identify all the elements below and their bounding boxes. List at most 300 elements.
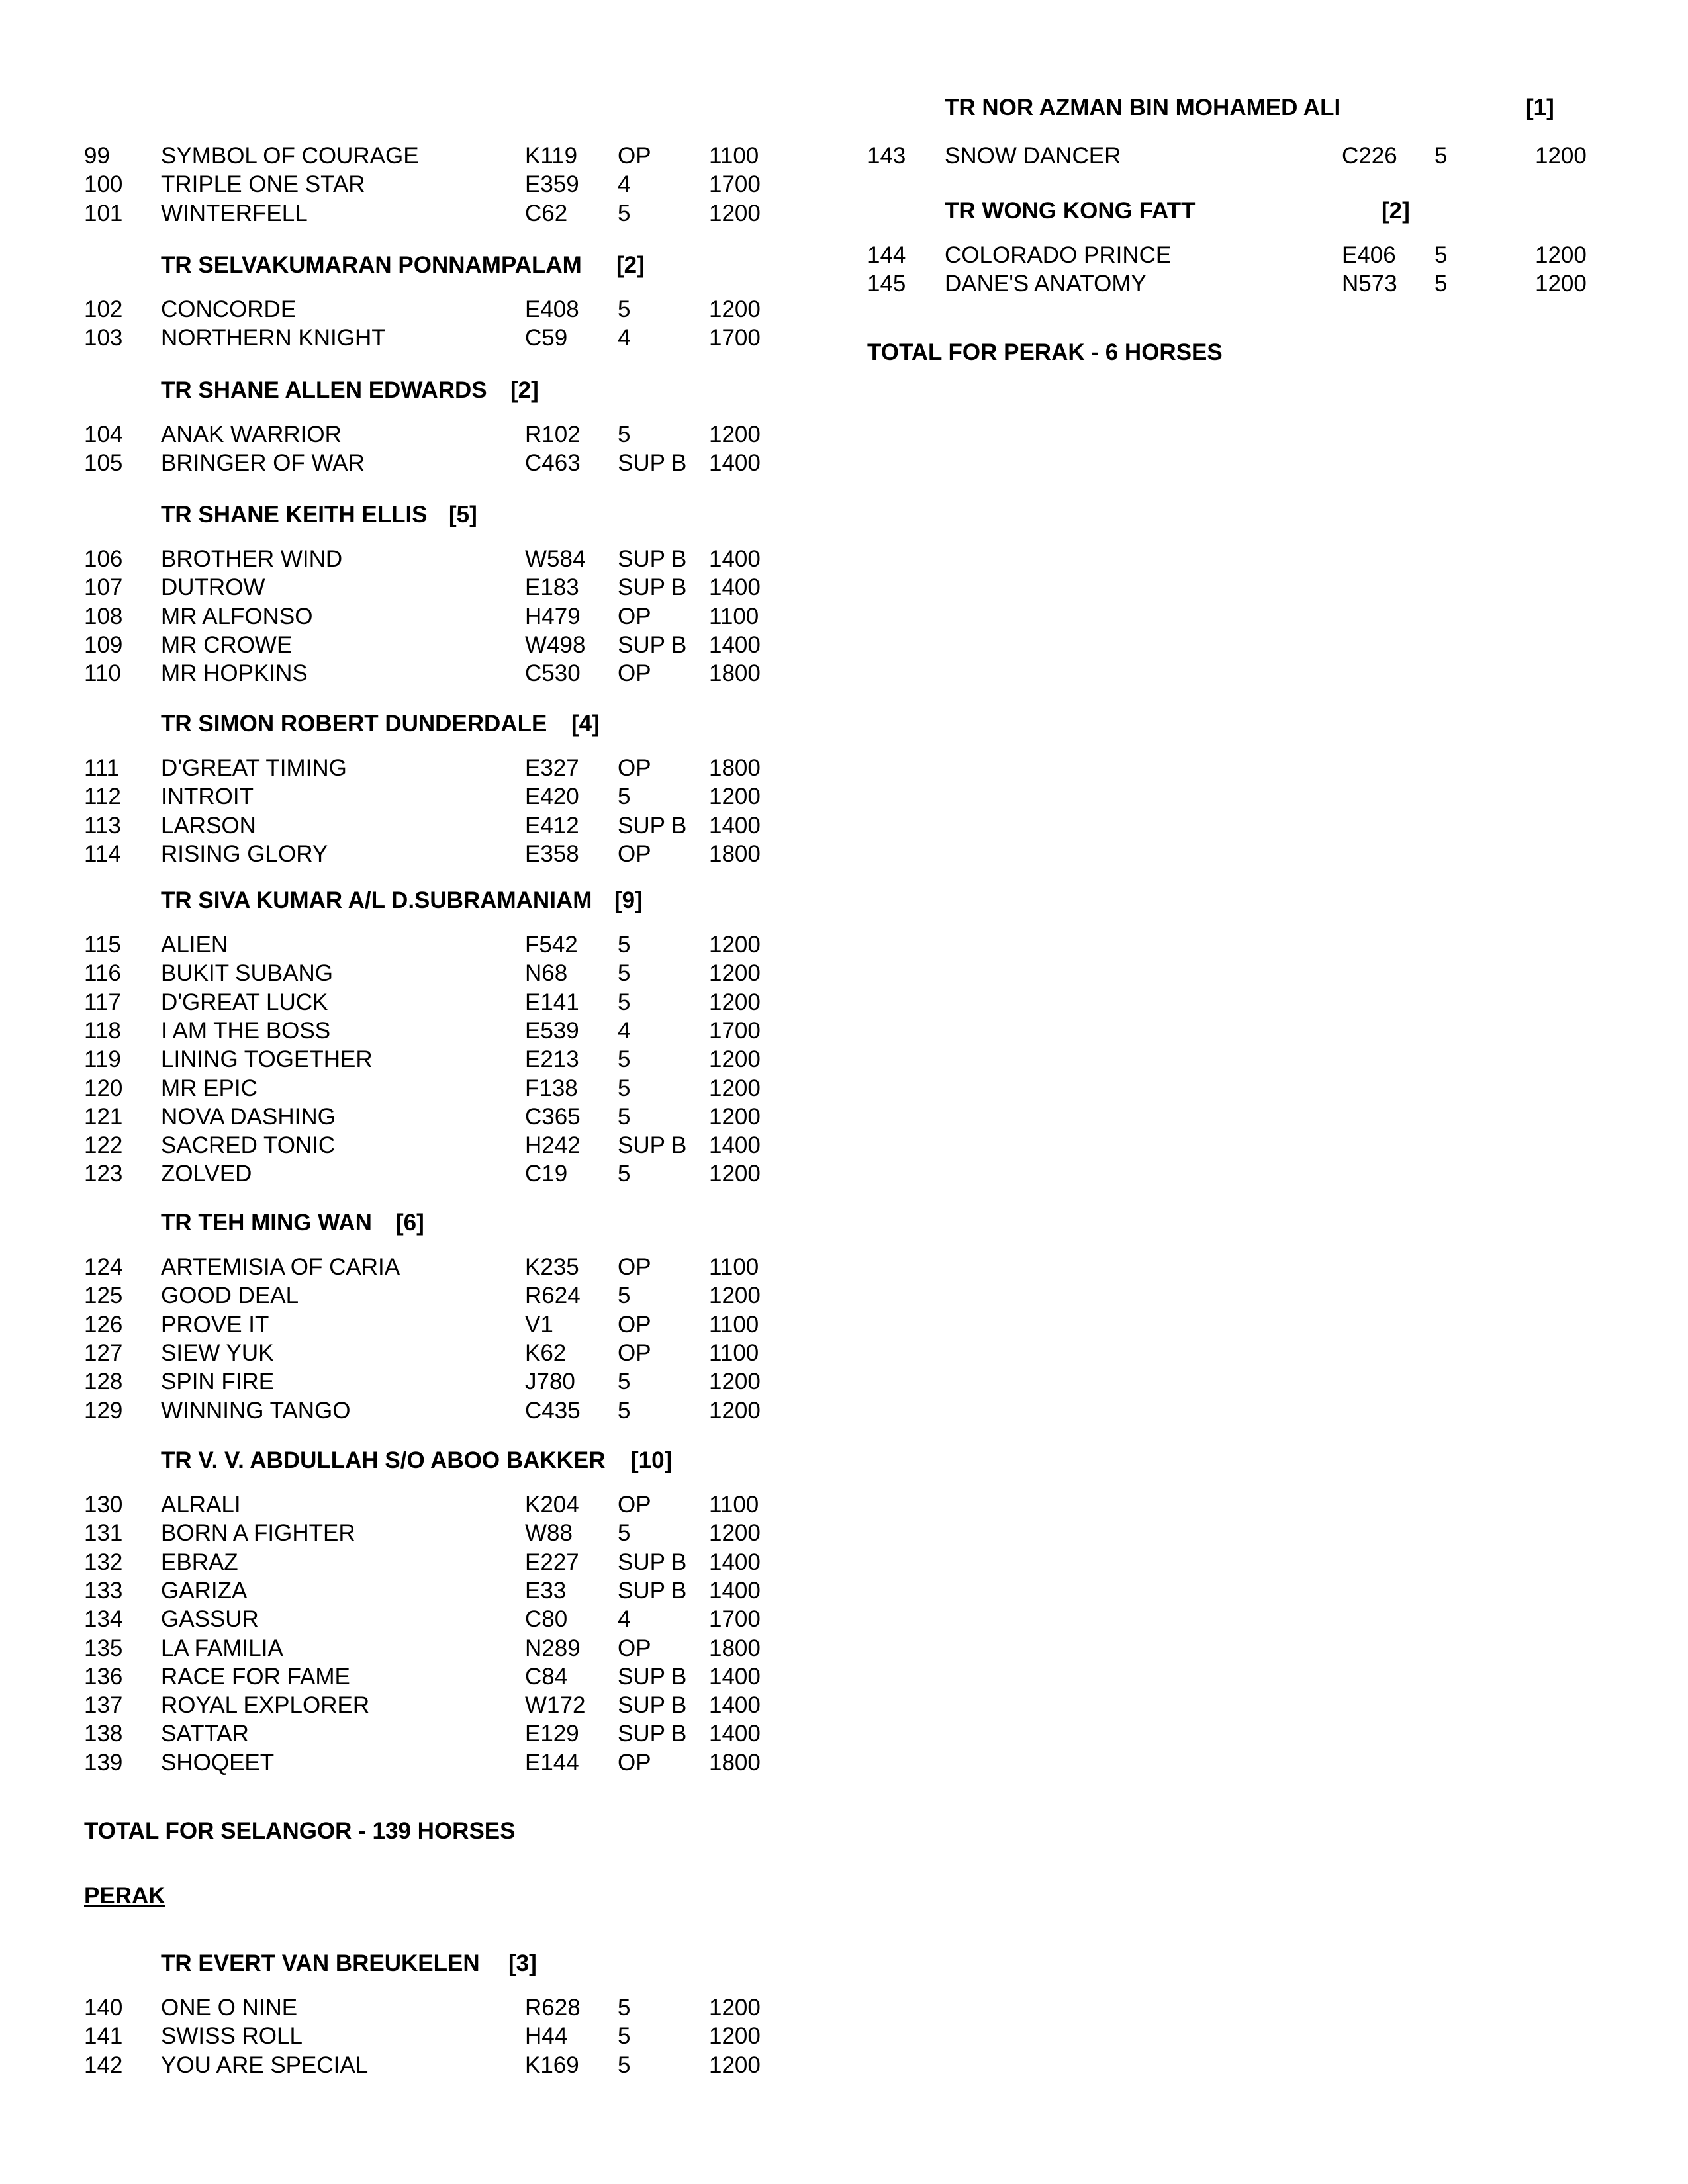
race-class: SUP B [618,1663,687,1690]
race-class: 5 [1434,143,1448,169]
horse-code: E412 [525,812,579,839]
horse-name: SPIN FIRE [161,1369,275,1395]
race-class: 5 [618,1995,631,2021]
horse-code: W498 [525,631,586,658]
race-class: OP [618,841,651,867]
race-distance: 1800 [709,660,761,687]
race-class: 5 [618,932,631,958]
race-class: SUP B [618,812,687,839]
horse-code: E539 [525,1017,579,1044]
table-row [0,449,834,477]
table-row [788,142,1688,170]
horse-name: ANAK WARRIOR [161,422,342,447]
row-number: 114 [84,841,121,867]
horse-name: TRIPLE ONE STAR [161,171,365,198]
race-class: 4 [618,1606,631,1633]
row-number: 138 [84,1721,123,1747]
race-class: OP [618,660,651,687]
race-distance: 1200 [709,1283,761,1309]
race-class: 5 [618,989,631,1015]
horse-name: MR ALFONSO [161,603,313,629]
row-number: 132 [84,1549,123,1575]
race-class: 5 [618,960,631,987]
row-number: 99 [84,143,110,169]
trainer-name: TR SIVA KUMAR A/L D.SUBRAMANIAM [161,887,592,913]
horse-code: C62 [525,200,568,226]
horse-name: INTROIT [161,784,254,810]
horse-name: NORTHERN KNIGHT [161,325,386,351]
race-distance: 1200 [709,960,761,987]
race-class: 5 [618,1046,631,1073]
row-number: 112 [84,784,121,810]
horse-code: C435 [525,1397,581,1424]
row-number: 140 [84,1995,123,2021]
table-row [0,1993,834,2022]
trainer-heading [161,500,955,530]
horse-code: F542 [525,932,578,958]
table-row [0,2051,834,2079]
race-class: OP [618,603,651,629]
horse-name: ZOLVED [161,1161,252,1187]
race-class: 4 [618,325,631,351]
trainer-horse-count: [10] [631,1447,673,1473]
horse-code: R624 [525,1283,581,1309]
trainer-horse-count: [5] [449,502,477,527]
horse-code: C84 [525,1663,568,1690]
horse-code: C80 [525,1606,568,1633]
horse-code: N289 [525,1635,581,1661]
horse-code: E227 [525,1549,579,1575]
total-selangor: TOTAL FOR SELANGOR - 139 HORSES [84,1818,516,1844]
race-class: 5 [618,1075,631,1101]
race-class: 5 [618,200,631,226]
trainer-name: TR SHANE ALLEN EDWARDS [161,377,487,403]
race-distance: 1400 [709,1549,761,1575]
horse-name: ARTEMISIA OF CARIA [161,1254,400,1280]
trainer-heading [945,196,1688,226]
row-number: 133 [84,1577,123,1604]
race-class: OP [618,143,651,169]
table-row [0,782,834,811]
race-distance: 1400 [709,450,761,477]
horse-name: EBRAZ [161,1549,238,1575]
table-row [0,420,834,449]
horse-code: R628 [525,1995,581,2021]
race-distance: 1200 [709,1161,761,1187]
row-number: 129 [84,1397,123,1424]
trainer-horse-count: [9] [614,887,643,913]
table-row [0,1281,834,1310]
race-distance: 1800 [709,841,761,867]
horse-name: GASSUR [161,1606,259,1633]
table-row [0,1719,834,1748]
table-row [0,142,834,170]
race-distance: 1800 [709,1635,761,1661]
horse-code: E141 [525,989,579,1015]
horse-code: C530 [525,660,581,687]
row-number: 119 [84,1046,121,1073]
row-number: 113 [84,812,121,839]
table-row [0,1310,834,1339]
table-row [0,1253,834,1281]
horse-name: CONCORDE [161,296,297,322]
row-number: 127 [84,1340,123,1366]
race-class: OP [618,1254,651,1280]
trainer-name: TR SHANE KEITH ELLIS [161,502,428,527]
race-class: 5 [618,1369,631,1395]
table-row [0,545,834,573]
horse-code: E183 [525,574,579,601]
row-number: 117 [84,989,121,1015]
horse-code: E406 [1342,242,1396,268]
row-number: 107 [84,574,123,601]
race-distance: 1200 [709,422,761,447]
trainer-heading [945,93,1688,123]
horse-name: SIEW YUK [161,1340,274,1366]
horse-code: C19 [525,1161,568,1187]
horse-name: ONE O NINE [161,1995,298,2021]
trainer-heading [161,886,955,916]
row-number: 142 [84,2052,123,2078]
horse-code: E327 [525,755,579,781]
horse-code: E129 [525,1721,579,1747]
race-distance: 1200 [709,200,761,226]
table-row [788,241,1688,269]
race-class: 5 [1434,242,1448,268]
row-number: 143 [867,143,906,169]
trainer-horse-count: [6] [396,1210,424,1236]
race-class: OP [618,1492,651,1518]
row-number: 136 [84,1663,123,1690]
row-number: 106 [84,546,123,572]
race-distance: 1200 [709,1369,761,1395]
horse-code: E33 [525,1577,567,1604]
trainer-horse-count: [2] [510,377,539,403]
table-row [0,1396,834,1425]
horse-code: V1 [525,1311,553,1338]
horse-code: F138 [525,1075,578,1101]
row-number: 122 [84,1132,123,1159]
table-row [0,1131,834,1160]
horse-name: MR CROWE [161,631,293,658]
race-class: 5 [618,784,631,810]
race-distance: 1400 [709,546,761,572]
row-number: 102 [84,296,123,322]
row-number: 109 [84,631,123,658]
race-class: 5 [618,1520,631,1547]
row-number: 105 [84,450,123,477]
race-distance: 1200 [709,296,761,322]
table-row [0,170,834,199]
horse-code: K235 [525,1254,579,1280]
horse-name: SATTAR [161,1721,249,1747]
horse-name: LARSON [161,812,256,839]
race-class: 4 [618,1017,631,1044]
horse-name: LINING TOGETHER [161,1046,373,1073]
race-distance: 1700 [709,1017,761,1044]
race-class: 5 [618,2052,631,2078]
horse-code: C226 [1342,143,1397,169]
race-class: OP [618,1311,651,1338]
table-row [0,1367,834,1396]
horse-code: E144 [525,1749,579,1776]
horse-name: BORN A FIGHTER [161,1520,355,1547]
horse-name: D'GREAT LUCK [161,989,328,1015]
race-distance: 1400 [709,1577,761,1604]
race-distance: 1200 [709,1520,761,1547]
race-distance: 1100 [709,1340,759,1366]
race-class: 5 [618,2023,631,2050]
table-row [0,1103,834,1131]
horse-name: RISING GLORY [161,841,328,867]
row-number: 111 [84,755,120,781]
horse-name: SHOQEET [161,1749,275,1776]
horse-code: N68 [525,960,568,987]
horse-code: J780 [525,1369,575,1395]
race-distance: 1200 [709,2023,761,2050]
row-number: 115 [84,932,121,958]
row-number: 110 [84,660,121,687]
horse-code: W172 [525,1692,586,1719]
horse-name: LA FAMILIA [161,1635,283,1661]
trainer-heading [161,1948,955,1979]
horse-name: SNOW DANCER [945,143,1121,169]
row-number: 103 [84,325,123,351]
trainer-name: TR EVERT VAN BREUKELEN [161,1950,480,1976]
row-number: 130 [84,1492,123,1518]
race-distance: 1400 [709,1132,761,1159]
horse-name: MR HOPKINS [161,660,308,687]
horse-name: BUKIT SUBANG [161,960,333,987]
race-distance: 1400 [709,1721,761,1747]
horse-name: DUTROW [161,574,265,601]
table-row [0,1691,834,1719]
trainer-heading [161,1445,955,1476]
table-row [0,199,834,228]
race-distance: 1100 [709,1311,759,1338]
horse-name: YOU ARE SPECIAL [161,2052,369,2078]
horse-name: ROYAL EXPLORER [161,1692,370,1719]
table-row [0,1490,834,1519]
row-number: 135 [84,1635,123,1661]
horse-code: W584 [525,546,586,572]
table-row [0,295,834,324]
trainer-name: TR SELVAKUMARAN PONNAMPALAM [161,252,582,278]
race-distance: 1400 [709,1663,761,1690]
horse-code: W88 [525,1520,573,1547]
row-number: 118 [84,1017,121,1044]
horse-code: H44 [525,2023,568,2050]
table-row [0,1519,834,1547]
horse-name: WINTERFELL [161,200,308,226]
row-number: 125 [84,1283,123,1309]
race-class: SUP B [618,546,687,572]
trainer-heading [161,709,955,739]
horse-code: E358 [525,841,579,867]
horse-code: C59 [525,325,568,351]
race-distance: 1400 [709,574,761,601]
trainer-name: TR V. V. ABDULLAH S/O ABOO BAKKER [161,1447,606,1473]
horse-code: H242 [525,1132,581,1159]
horse-code: H479 [525,603,581,629]
trainer-name: TR NOR AZMAN BIN MOHAMED ALI [945,95,1341,120]
table-row [0,659,834,688]
table-row [0,931,834,959]
race-class: SUP B [618,574,687,601]
race-distance: 1100 [709,143,759,169]
trainer-horse-count: [2] [1382,198,1410,224]
table-row [0,959,834,987]
horse-code: C463 [525,450,581,477]
row-number: 144 [867,242,906,268]
horse-code: E420 [525,784,579,810]
region-heading-perak: PERAK [84,1883,165,1909]
race-distance: 1100 [709,1492,759,1518]
race-class: 5 [1434,271,1448,297]
table-row [0,1045,834,1073]
row-number: 101 [84,200,123,226]
table-row [0,1662,834,1691]
horse-name: SYMBOL OF COURAGE [161,143,419,169]
race-class: SUP B [618,1692,687,1719]
horse-name: COLORADO PRINCE [945,242,1172,268]
row-number: 120 [84,1075,123,1101]
horse-code: K204 [525,1492,579,1518]
race-class: OP [618,755,651,781]
table-row [0,1160,834,1188]
horse-name: RACE FOR FAME [161,1663,350,1690]
race-distance: 1200 [1535,143,1587,169]
race-class: OP [618,1340,651,1366]
race-distance: 1100 [709,603,759,629]
table-row [0,1074,834,1103]
row-number: 128 [84,1369,123,1395]
horse-name: WINNING TANGO [161,1397,351,1424]
horse-code: K62 [525,1340,567,1366]
table-row [0,1749,834,1777]
table-row [0,602,834,631]
row-number: 139 [84,1749,123,1776]
horse-name: BRINGER OF WAR [161,450,365,477]
horse-code: N573 [1342,271,1397,297]
row-number: 137 [84,1692,123,1719]
trainer-name: TR WONG KONG FATT [945,198,1196,224]
row-number: 141 [84,2023,123,2050]
horse-code: C365 [525,1103,581,1130]
race-distance: 1200 [709,989,761,1015]
race-distance: 1200 [709,1103,761,1130]
horse-name: DANE'S ANATOMY [945,271,1147,297]
race-class: OP [618,1749,651,1776]
horse-name: PROVE IT [161,1311,269,1338]
table-row [0,573,834,602]
horse-name: BROTHER WIND [161,546,343,572]
race-distance: 1100 [709,1254,759,1280]
table-row [0,840,834,868]
row-number: 131 [84,1520,123,1547]
race-class: 5 [618,1397,631,1424]
horse-code: E408 [525,296,579,322]
horse-name: I AM THE BOSS [161,1017,331,1044]
race-distance: 1700 [709,1606,761,1633]
race-class: 5 [618,296,631,322]
trainer-heading [161,375,955,406]
horse-code: R102 [525,422,581,447]
race-distance: 1700 [709,171,761,198]
race-distance: 1400 [709,812,761,839]
race-class: SUP B [618,1577,687,1604]
table-row [0,754,834,782]
race-distance: 1700 [709,325,761,351]
race-distance: 1400 [709,631,761,658]
table-row [0,988,834,1017]
table-row [0,324,834,352]
race-distance: 1200 [709,1075,761,1101]
horse-name: MR EPIC [161,1075,258,1101]
trainer-horse-count: [4] [571,711,600,737]
race-class: 5 [618,1161,631,1187]
trainer-horse-count: [1] [1526,95,1554,120]
horse-name: SACRED TONIC [161,1132,336,1159]
row-number: 126 [84,1311,123,1338]
race-class: OP [618,1635,651,1661]
trainer-name: TR TEH MING WAN [161,1210,372,1236]
row-number: 134 [84,1606,123,1633]
trainer-horse-count: [2] [616,252,645,278]
table-row [0,811,834,840]
race-class: 5 [618,422,631,447]
row-number: 121 [84,1103,123,1130]
horse-name: GARIZA [161,1577,248,1604]
horse-name: SWISS ROLL [161,2023,303,2050]
table-row [0,1605,834,1633]
race-distance: 1200 [709,932,761,958]
table-row [0,1017,834,1045]
table-row [0,1634,834,1662]
horse-name: D'GREAT TIMING [161,755,347,781]
race-class: 4 [618,171,631,198]
total-perak: TOTAL FOR PERAK - 6 HORSES [867,340,1223,365]
table-row [0,1339,834,1367]
horse-code: E359 [525,171,579,198]
row-number: 104 [84,422,123,447]
trainer-horse-count: [3] [508,1950,537,1976]
row-number: 100 [84,171,123,198]
race-class: 5 [618,1103,631,1130]
race-distance: 1800 [709,1749,761,1776]
race-distance: 1400 [709,1692,761,1719]
race-distance: 1200 [1535,242,1587,268]
race-distance: 1200 [709,1397,761,1424]
table-row [788,269,1688,298]
table-row [0,631,834,659]
table-row [0,2022,834,2050]
horse-name: ALIEN [161,932,228,958]
trainer-name: TR SIMON ROBERT DUNDERDALE [161,711,547,737]
table-row [0,1548,834,1576]
horse-code: E213 [525,1046,579,1073]
horse-code: K169 [525,2052,579,2078]
horse-name: ALRALI [161,1492,241,1518]
row-number: 124 [84,1254,123,1280]
race-distance: 1200 [709,1995,761,2021]
race-class: 5 [618,1283,631,1309]
race-class: SUP B [618,450,687,477]
row-number: 123 [84,1161,123,1187]
race-distance: 1200 [1535,271,1587,297]
horse-name: GOOD DEAL [161,1283,299,1309]
horse-code: K119 [525,143,578,169]
